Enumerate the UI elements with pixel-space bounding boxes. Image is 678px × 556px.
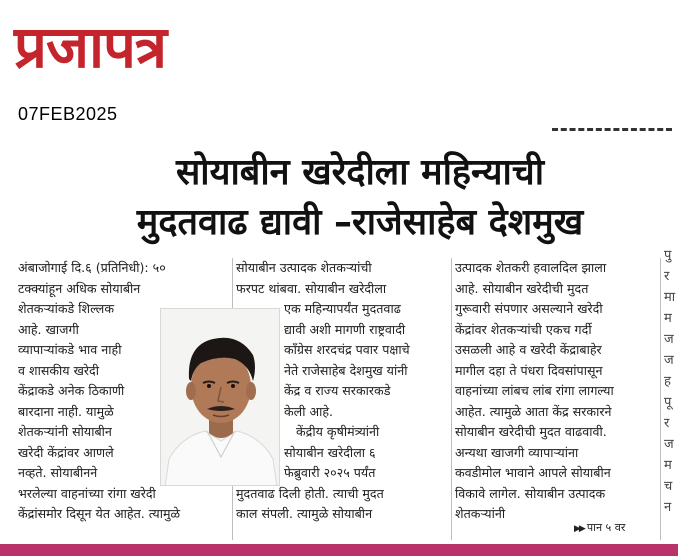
text-fragment: ज [664,437,674,452]
portrait-photo [160,308,280,486]
column-divider [451,258,452,540]
text-line: नव्हते. सोयाबीनने [18,465,98,480]
text-line: काल संपली. त्यामुळे सोयाबीन [236,506,373,521]
text-fragment: र [664,269,670,284]
text-line: खरेदी केंद्रांवर आणले [18,444,114,460]
text-fragment: म [664,311,672,326]
text-line: अंबाजोगाई दि.६ (प्रतिनिधी): ५० [18,260,166,275]
text-line: मागील दहा ते पंधरा दिवसांपासून [455,362,603,378]
text-line: शेतकऱ्यांकडे शिल्लक [18,301,114,316]
text-line: भरलेल्या वाहनांच्या रांगा खरेदी [18,485,156,501]
headline-line-1: सोयाबीन खरेदीला महिन्याची [175,152,545,193]
text-line: अन्यथा खाजगी व्यापाऱ्यांना [455,444,579,460]
text-line: आहे. सोयाबीन खरेदीची मुदत [455,280,589,296]
text-line: बारदाना नाही. यामुळे [18,403,114,419]
text-line: वाहनांच्या लांबच लांब रांगा लागल्या [455,383,614,398]
bottom-color-band [0,544,678,556]
portrait-icon [161,309,280,486]
text-line: व शासकीय खरेदी [18,362,99,378]
text-line: सोयाबीन उत्पादक शेतकऱ्यांची [236,260,372,275]
masthead [14,8,166,86]
text-line: मुदतवाढ दिली होती. त्याची मुदत [236,485,384,501]
text-line: सोयाबीन खरेदीची मुदत वाढवावी. [455,424,607,439]
text-fragment: पू [664,395,672,410]
text-line: आहे. खाजगी [18,321,79,337]
text-line: आहेत. त्यामुळे आता केंद्र सरकारने [455,403,612,419]
text-line: फरपट थांबवा. सोयाबीन खरेदीला [236,280,387,296]
adjacent-article-edge [664,245,678,518]
text-line: शेतकऱ्यांनी सोयाबीन [18,424,112,439]
publication-date: 07FEB2025 [18,104,118,124]
text-line: शेतकऱ्यांनी [455,506,506,521]
text-fragment: ह [664,374,671,389]
text-line: टक्क्यांहून अधिक सोयाबीन [18,280,141,296]
text-line: केंद्राकडे अनेक ठिकाणी [18,383,125,398]
column-divider [660,258,661,540]
text-line: काँग्रेस शरदचंद्र पवार पक्षाचे [284,342,410,357]
text-line: एक महिन्यापर्यंत मुदतवाढ [284,301,401,316]
text-fragment: च [664,479,673,494]
article-column-3 [455,258,658,525]
text-line: गुरूवारी संपणार असल्याने खरेदी [455,301,603,316]
dashed-divider [552,128,672,132]
text-line: व्यापाऱ्यांकडे भाव नाही [18,342,122,357]
text-fragment: न [664,500,672,515]
text-fragment: र [664,416,670,431]
text-fragment: पु [664,248,672,263]
jump-arrow-icon: ▶▶ [574,524,584,534]
text-fragment: ज [664,332,674,347]
masthead-title: प्रजापत्र [14,13,167,81]
text-fragment: मा [664,290,676,305]
text-line: केंद्रांवर शेतकऱ्यांची एकच गर्दी [455,321,592,337]
text-line: विकावे लागेल. सोयाबीन उत्पादक [455,485,606,501]
text-fragment: ज [664,353,674,368]
text-line: केंद्रांसमोर दिसून येत आहेत. त्यामुळे [18,506,181,521]
text-line: फेब्रुवारी २०२५ पर्यंत [284,465,376,480]
headline [80,148,640,248]
text-line: केंद्र व राज्य सरकारकडे [284,383,391,398]
text-line: केंद्रीय कृषीमंत्र्यांनी [296,424,380,439]
continued-on-page [574,520,625,535]
text-line: केली आहे. [284,403,334,419]
jump-text: पान ५ वर [586,521,626,534]
text-line: नेते राजेसाहेब देशमुख यांनी [284,362,408,378]
text-fragment: म [664,458,672,473]
text-line: द्यावी अशी मागणी राष्ट्रवादी [284,321,406,337]
text-line: कवडीमोल भावाने आपले सोयाबीन [455,465,611,480]
text-line: उत्पादक शेतकरी हवालदिल झाला [455,260,607,275]
text-line: सोयाबीन खरेदीला ६ [284,444,376,460]
text-line: उसळली आहे व खरेदी केंद्राबाहेर [455,342,602,357]
headline-line-2: मुदतवाढ द्यावी –राजेसाहेब देशमुख [136,202,584,243]
